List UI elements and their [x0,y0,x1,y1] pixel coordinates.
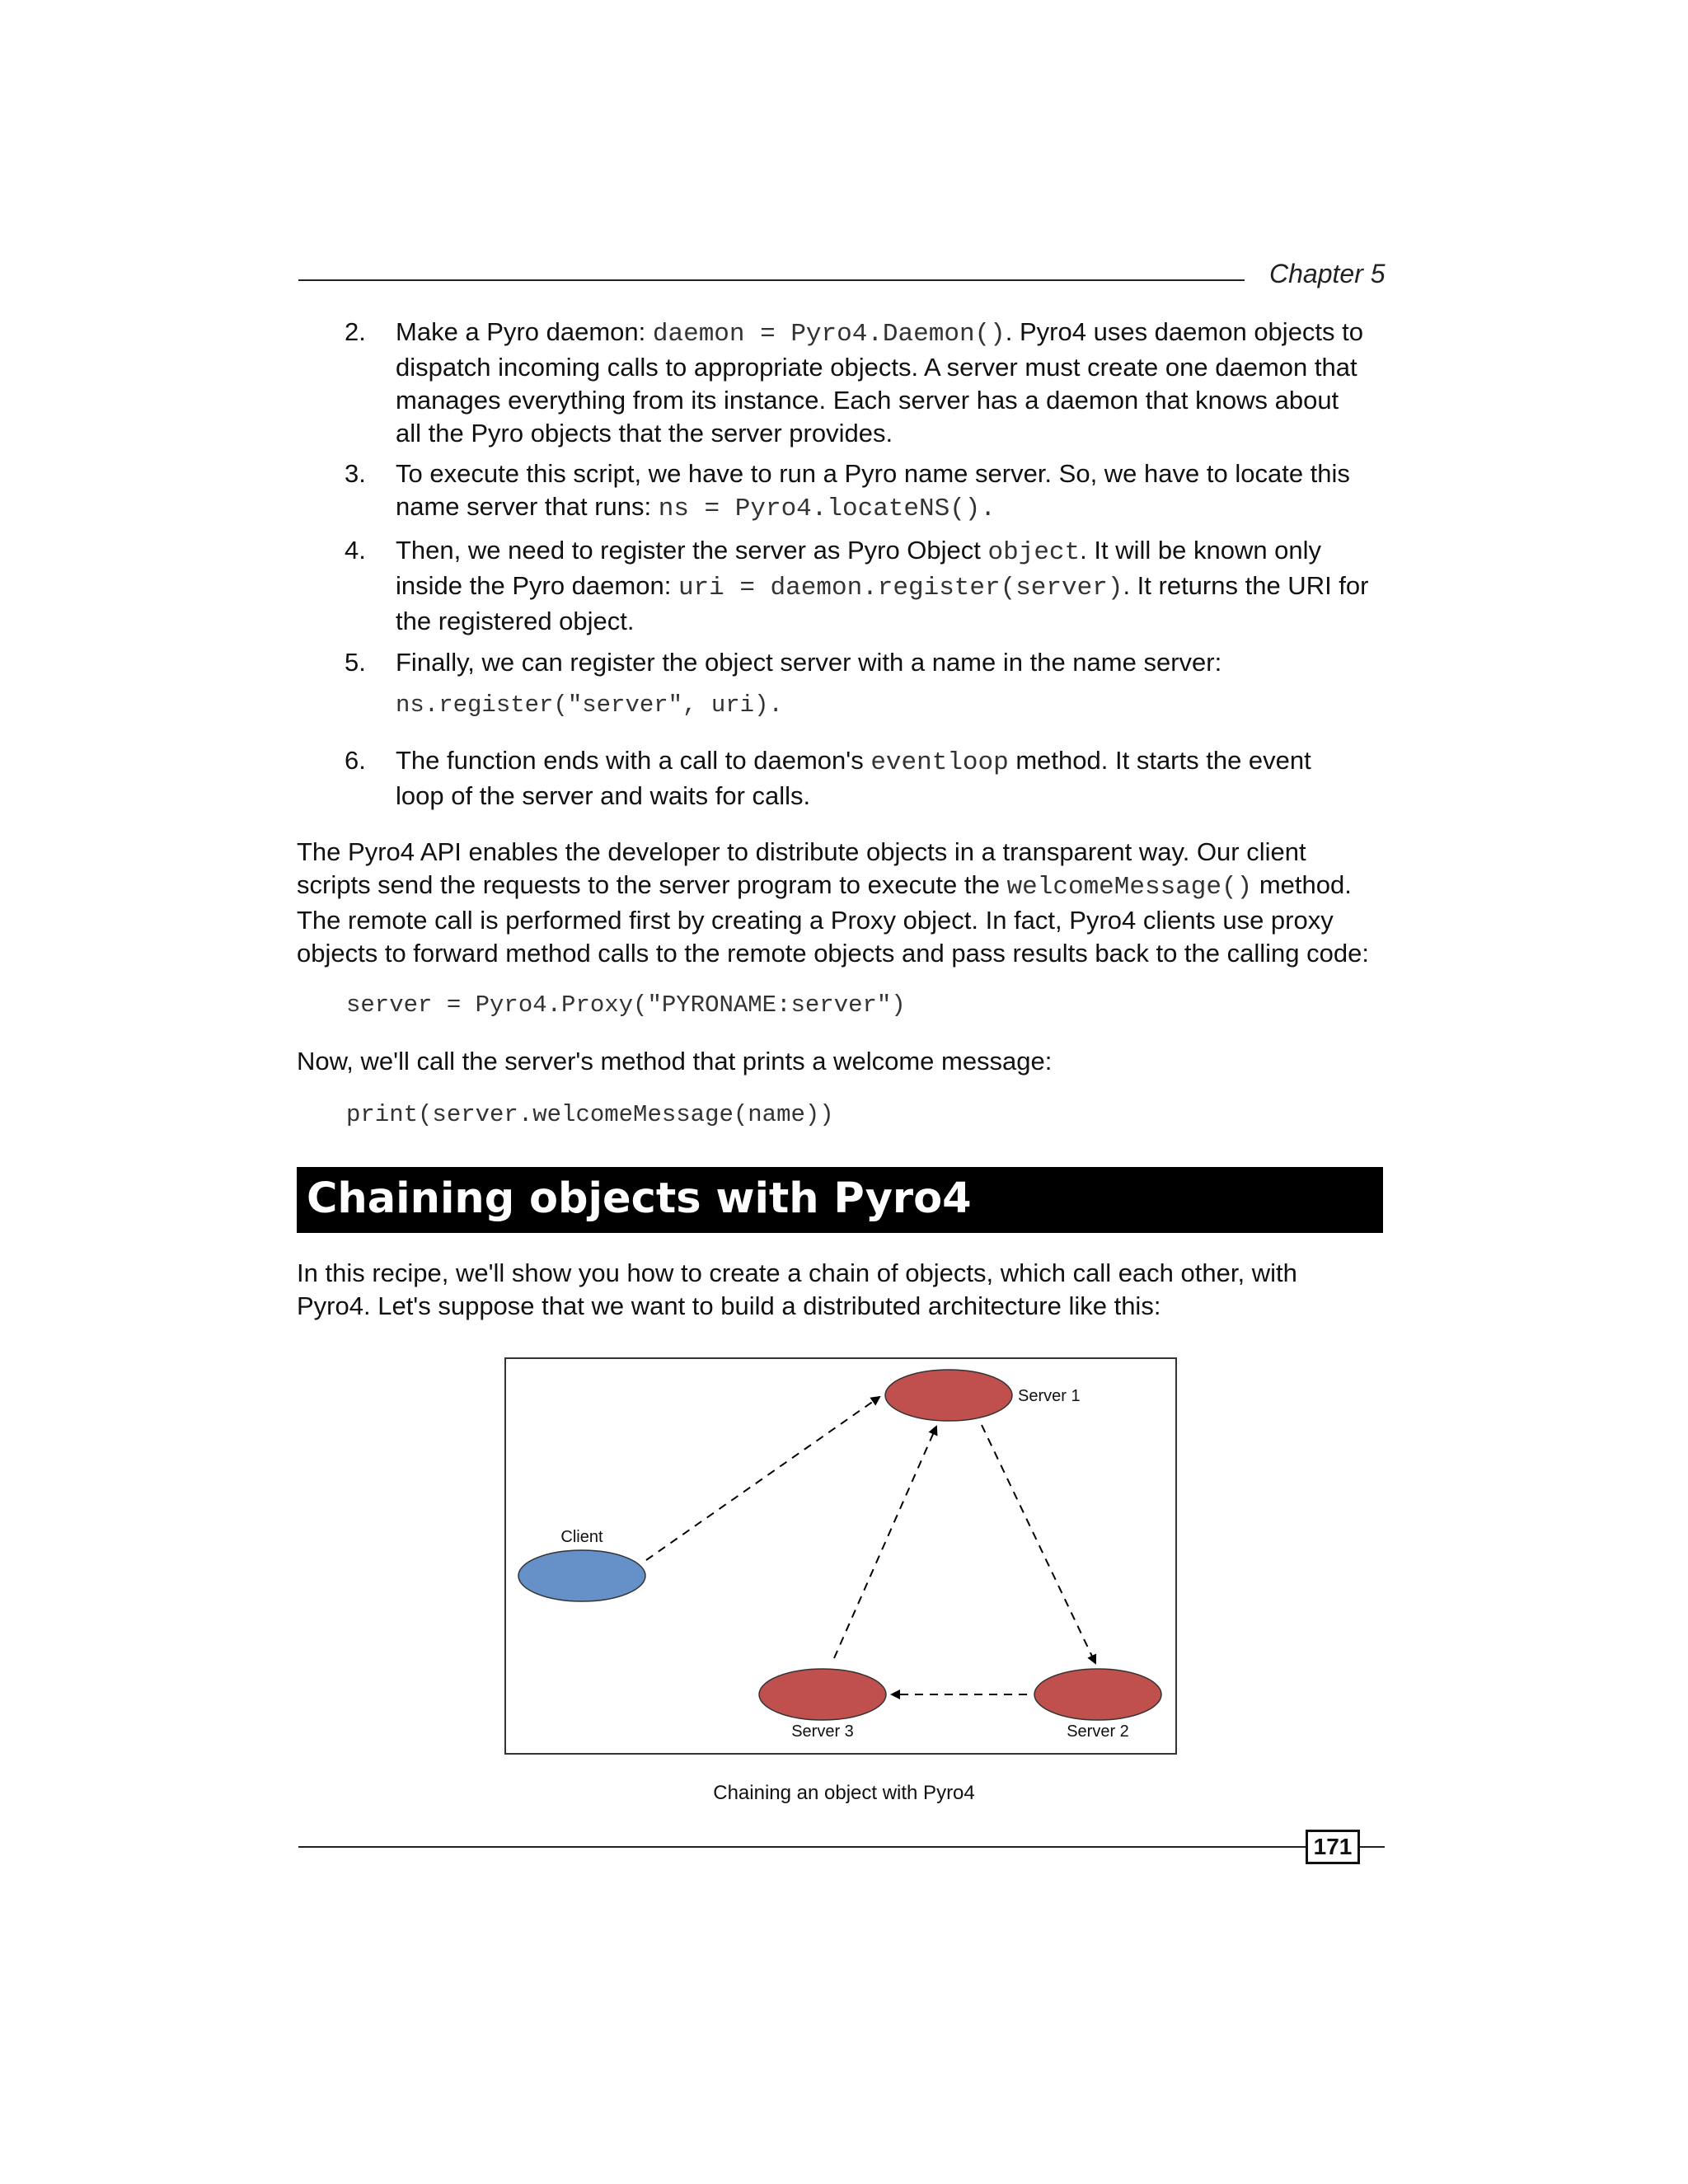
paragraph-line: scripts send the requests to the server program to execute the [297,870,1007,899]
list-text: Finally, we can register the object server with a name in the name server: [396,648,1222,677]
server2-node [1034,1669,1161,1720]
inline-code: uri = daemon.register(server) [678,574,1123,602]
list-number: 6. [345,746,366,775]
list-text: . Pyro4 uses daemon objects to [1005,317,1364,346]
list-text: all the Pyro objects that the server provides. [396,419,893,448]
intro-paragraph [297,1257,1393,1323]
code-block: server = Pyro4.Proxy("PYRONAME:server") [346,991,906,1019]
inline-code: daemon = Pyro4.Daemon() [652,320,1006,349]
paragraph-line: method. [1252,870,1352,899]
paragraph: Now, we'll call the server's method that prints a welcome message: [297,1047,1053,1076]
client-node [518,1550,645,1601]
list-text: The function ends with a call to daemon's [396,746,871,775]
chapter-label: Chapter 5 [1269,259,1386,288]
inline-code: object [987,538,1081,567]
server3-label: Server 3 [791,1722,854,1741]
inline-code: ns.register("server", uri). [396,691,783,719]
list-text: dispatch incoming calls to appropriate objects. A server must create one daemon that [396,353,1357,382]
list-text: loop of the server and waits for calls. [396,781,811,810]
list-text: manages everything from its instance. Each server has a daemon that knows about [396,386,1339,415]
section-heading [297,1167,1383,1233]
server1-label: Server 1 [1018,1387,1081,1405]
server1-node [885,1370,1012,1421]
list-text: Then, we need to register the server as Pyro Object [396,536,988,565]
inline-code: eventloop [870,748,1009,777]
list-text: To execute this script, we have to run a Pyro name server. So, we have to locate this [396,459,1350,488]
paragraph-line: objects to forward method calls to the remote objects and pass results back to the calling code: [297,939,1369,968]
list-text: name server that runs: [396,492,659,521]
list-text: the registered object. [396,607,635,635]
paragraph-line: Pyro4. Let's suppose that we want to build a distributed architecture like this: [297,1291,1161,1320]
page-number: 171 [1306,1830,1360,1864]
list-text: . It returns the URI for [1123,571,1369,600]
footer-rule [1360,1846,1385,1848]
list-text: . It will be known only [1080,536,1322,565]
list-text: Make a Pyro daemon: [396,317,653,346]
server3-node [759,1669,886,1720]
section-title: Chaining objects with Pyro4 [307,1174,972,1223]
paragraph-line: The Pyro4 API enables the developer to distribute objects in a transparent way. Our client [297,837,1306,866]
list-number: 3. [345,459,366,488]
inline-code: ns = Pyro4.locateNS(). [658,494,996,523]
list-text: method. It starts the event [1008,746,1311,775]
client-label: Client [560,1528,603,1546]
server2-label: Server 2 [1067,1722,1129,1741]
list-text: inside the Pyro daemon: [396,571,678,600]
inline-code: welcomeMessage() [1006,873,1253,902]
code-block: print(server.welcomeMessage(name)) [346,1101,834,1128]
paragraph-line: In this recipe, we'll show you how to create a chain of objects, which call each other, with [297,1258,1297,1287]
paragraph [297,836,1393,970]
header-rule [298,279,1245,281]
list-number: 5. [345,648,366,677]
list-number: 2. [345,317,366,346]
architecture-diagram [504,1357,1177,1755]
list-number: 4. [345,536,366,565]
footer-rule [298,1846,1306,1848]
figure-caption: Chaining an object with Pyro4 [713,1782,975,1804]
paragraph-line: The remote call is performed first by creating a Proxy object. In fact, Pyro4 clients use proxy [297,906,1334,935]
